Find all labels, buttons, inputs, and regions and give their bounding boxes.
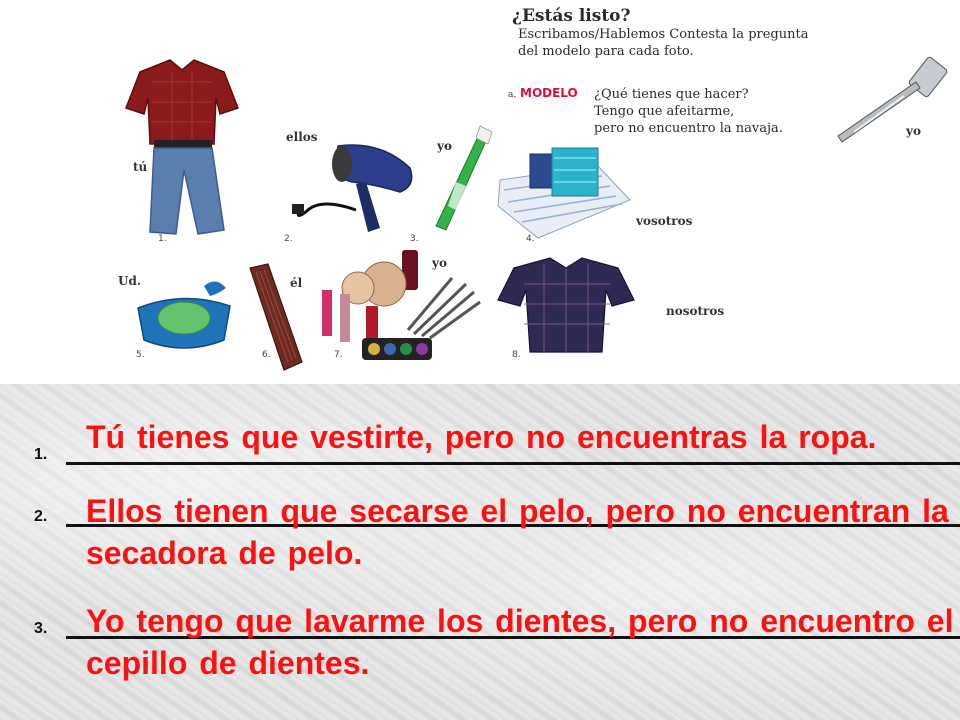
intro-instructions-2: del modelo para cada foto. — [518, 44, 694, 59]
modelo-tag: MODELO — [520, 86, 578, 100]
photo-3-number: 3. — [410, 234, 419, 244]
soap-icon — [134, 274, 234, 358]
intro-title: ¿Estás listo? — [512, 6, 631, 26]
hair-dryer-icon — [282, 138, 422, 238]
photo-5-number: 5. — [136, 350, 145, 360]
photo-8-label: nosotros — [666, 304, 725, 318]
photo-6-number: 6. — [262, 350, 271, 360]
photo-1-number: 1. — [158, 234, 167, 244]
intro-instructions-1: Escribamos/Hablemos Contesta la pregunta — [518, 27, 809, 42]
model-letter: a. — [508, 90, 517, 100]
photo-2-label: ellos — [286, 130, 318, 144]
answer-1-number: 1. — [34, 446, 48, 463]
model-text — [594, 86, 834, 137]
makeup-icon — [318, 244, 488, 368]
answer-3-text: Yo tengo que lavarme los dientes, pero no encuentro el cepillo de dientes. — [86, 603, 954, 681]
model-answer-1: Tengo que afeitarme, — [594, 104, 735, 119]
photo-7-number: 7. — [334, 350, 343, 360]
photo-4-number: 4. — [526, 234, 535, 244]
clothes-icon — [112, 52, 252, 248]
answer-2-number: 2. — [34, 508, 48, 525]
photo-2-number: 2. — [284, 234, 293, 244]
answer-3-number: 3. — [34, 620, 48, 637]
photo-8-number: 8. — [512, 350, 521, 360]
intro-box — [512, 6, 952, 60]
photo-4-label: vosotros — [636, 214, 693, 228]
razor-label: yo — [906, 124, 921, 138]
model-question: ¿Qué tienes que hacer? — [594, 87, 749, 102]
photo-5-label: Ud. — [118, 274, 142, 288]
answer-1-line — [66, 462, 960, 465]
photo-3-label: yo — [437, 139, 452, 153]
photo-7-label: yo — [432, 256, 447, 270]
answer-2-text: Ellos tienen que secarse el pelo, pero no encuentran la secadora de pelo. — [86, 493, 949, 571]
towels-icon — [494, 146, 636, 242]
model-answer-2: pero no encuentro la navaja. — [594, 121, 783, 136]
razor-icon — [834, 56, 952, 148]
photo-1-label: tú — [133, 160, 148, 174]
photo-6-label: él — [290, 276, 303, 290]
answer-1-text: Tú tienes que vestirte, pero no encuentras la ropa. — [86, 419, 877, 455]
